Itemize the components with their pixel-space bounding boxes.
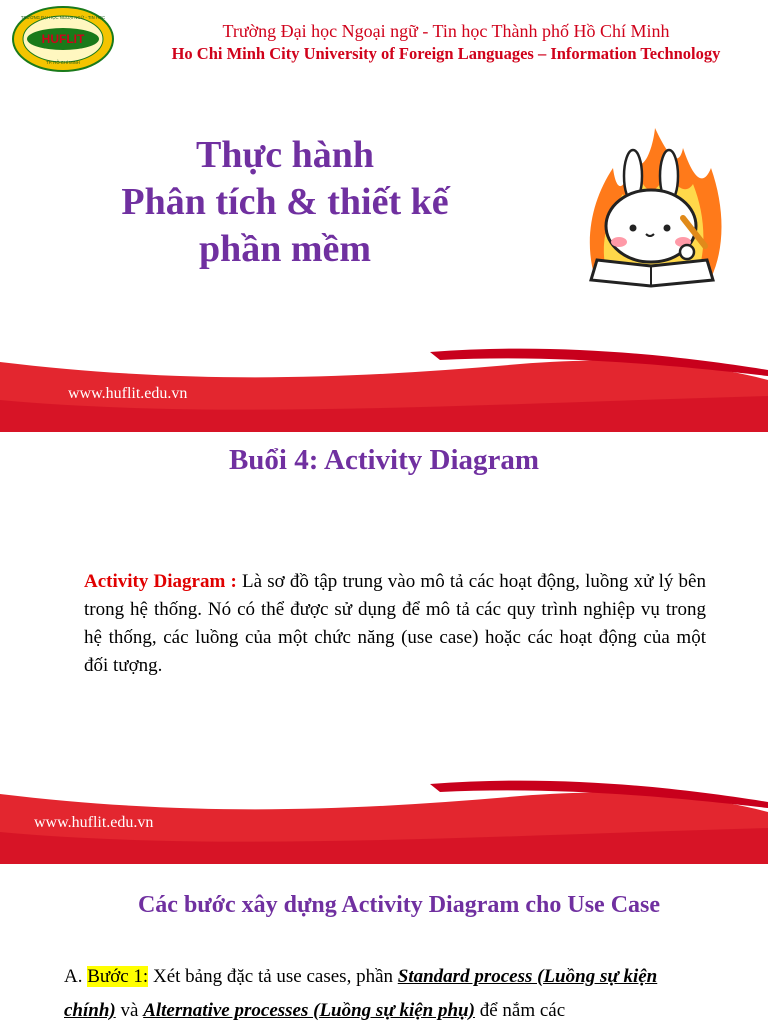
definition-paragraph xyxy=(84,568,706,680)
slide-title xyxy=(0,0,768,432)
slide-activity-diagram xyxy=(0,432,768,864)
huflit-logo xyxy=(12,6,114,72)
step-marker: A. xyxy=(64,966,88,987)
step-text: để nắm các xyxy=(474,1000,566,1021)
step-text: Xét bảng đặc tả use cases, phần xyxy=(148,966,398,987)
website-url[interactable]: www.huflit.edu.vn xyxy=(34,814,154,831)
website-url[interactable]: www.huflit.edu.vn xyxy=(68,385,188,402)
step-emphasis: Alternative processes (Luồng sự kiện phụ) xyxy=(143,1000,475,1021)
svg-text:TRƯỜNG ĐẠI HỌC NGOẠI NGỮ - TIN: TRƯỜNG ĐẠI HỌC NGOẠI NGỮ - TIN HỌC xyxy=(20,15,106,20)
svg-text:HUFLIT: HUFLIT xyxy=(41,32,85,46)
step-label: Bước 1: xyxy=(87,966,149,987)
slide-main-title xyxy=(60,132,510,273)
step-emphasis: Standard process (Luồng sự kiện chính) xyxy=(64,966,658,1021)
bunny-mascot-icon xyxy=(583,128,725,290)
title-line: Phân tích & thiết kế xyxy=(121,181,449,223)
steps-title: Các bước xây dựng Activity Diagram cho Use Case xyxy=(137,892,661,918)
definition-term: Activity Diagram : xyxy=(84,571,237,592)
slide-title-session: Buổi 4: Activity Diagram xyxy=(228,444,540,476)
title-line: Thực hành xyxy=(195,134,375,176)
header-vietnamese: Trường Đại học Ngoại ngữ - Tin học Thành phố Hồ Chí Minh xyxy=(222,21,670,41)
step-text: và xyxy=(115,1000,144,1021)
step-item xyxy=(64,960,704,1024)
definition-text: Là sơ đồ tập trung vào mô tả các hoạt động, luồng xử lý bên trong hệ thống. Nó có thể được sử dụng để mô tả các quy trình nghiệp vụ trong hệ thống, các luồng của một chức năng (use case) hoặc các hoạt động của một đối tượng. xyxy=(84,571,706,676)
slide-steps xyxy=(0,864,768,1024)
svg-text:TP. HỒ CHÍ MINH: TP. HỒ CHÍ MINH xyxy=(46,60,80,65)
title-line: phần mềm xyxy=(198,228,372,270)
header-english: Ho Chi Minh City University of Foreign Languages – Information Technology xyxy=(171,44,721,63)
